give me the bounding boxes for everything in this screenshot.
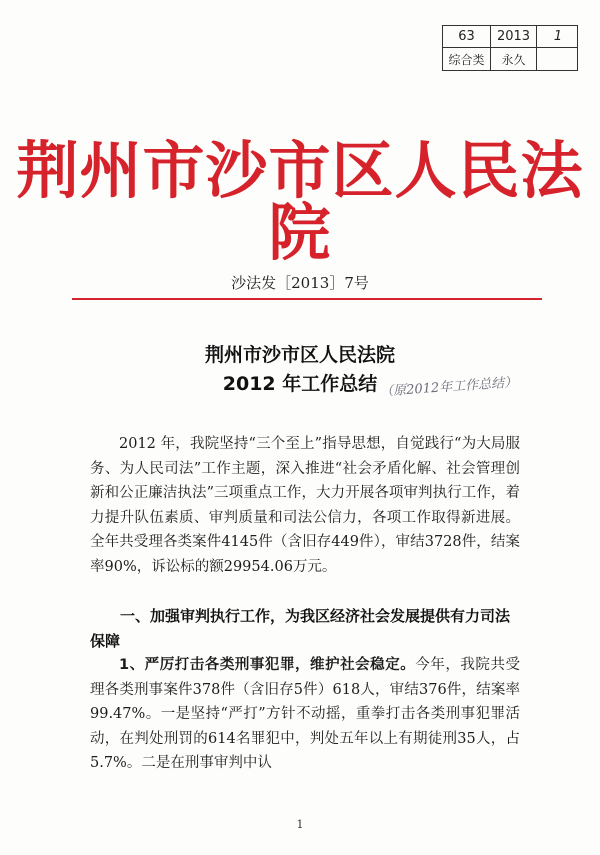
section-heading-1: 一、加强审判执行工作，为我区经济社会发展提供有力司法保障: [90, 607, 511, 650]
handwritten-note: （原2012年工作总结）: [379, 375, 518, 400]
paragraph-criminal: [90, 653, 520, 776]
document-number: 沙法发［2013］7号: [231, 274, 369, 292]
archive-empty-cell: [537, 48, 579, 70]
archive-category: 综合类: [443, 48, 491, 70]
archive-year: 2013: [491, 26, 537, 47]
archive-stamp-row-top: [443, 26, 577, 48]
archive-stamp: [442, 25, 578, 71]
archive-stamp-row-bottom: [443, 48, 577, 70]
masthead-title: 荆州市沙市区人民法院: [16, 134, 584, 269]
document-title-line2: 2012 年工作总结: [222, 373, 378, 395]
red-divider-line: [72, 298, 542, 300]
paragraph-lead: 1、严厉打击各类刑事犯罪，维护社会稳定。: [119, 657, 416, 673]
archive-number: 63: [443, 26, 491, 47]
document-title-line1: 荆州市沙市区人民法院: [204, 344, 395, 366]
archive-mark: 1: [553, 29, 563, 44]
archive-retention: 永久: [491, 48, 537, 70]
page-number: 1: [296, 818, 304, 831]
paragraph-intro: 2012 年，我院坚持“三个至上”指导思想，自觉践行“为大局服务、为人民司法”工作主题，深入推进“社会矛盾化解、社会管理创新和公正廉洁执法”三项重点工作，大力开展各项审判执行工作，着力提升队伍素质、审判质量和司法公信力，各项工作取得新进展。全年共受理各类案件4145件（含旧存449件），审结3728件，结案率90%，诉讼标的额29954.06万元。: [90, 436, 520, 575]
paragraph-body: 今年，我院共受理各类刑事案件378件（含旧存5件）618人，审结376件，结案率99.47%。一是坚持“严打”方针不动摇，重拳打击各类刑事犯罪活动，在判处刑罚的614名罪犯中，判处五年以上有期徒刑35人，占5.7%。二是在刑事审判中认: [90, 657, 521, 771]
